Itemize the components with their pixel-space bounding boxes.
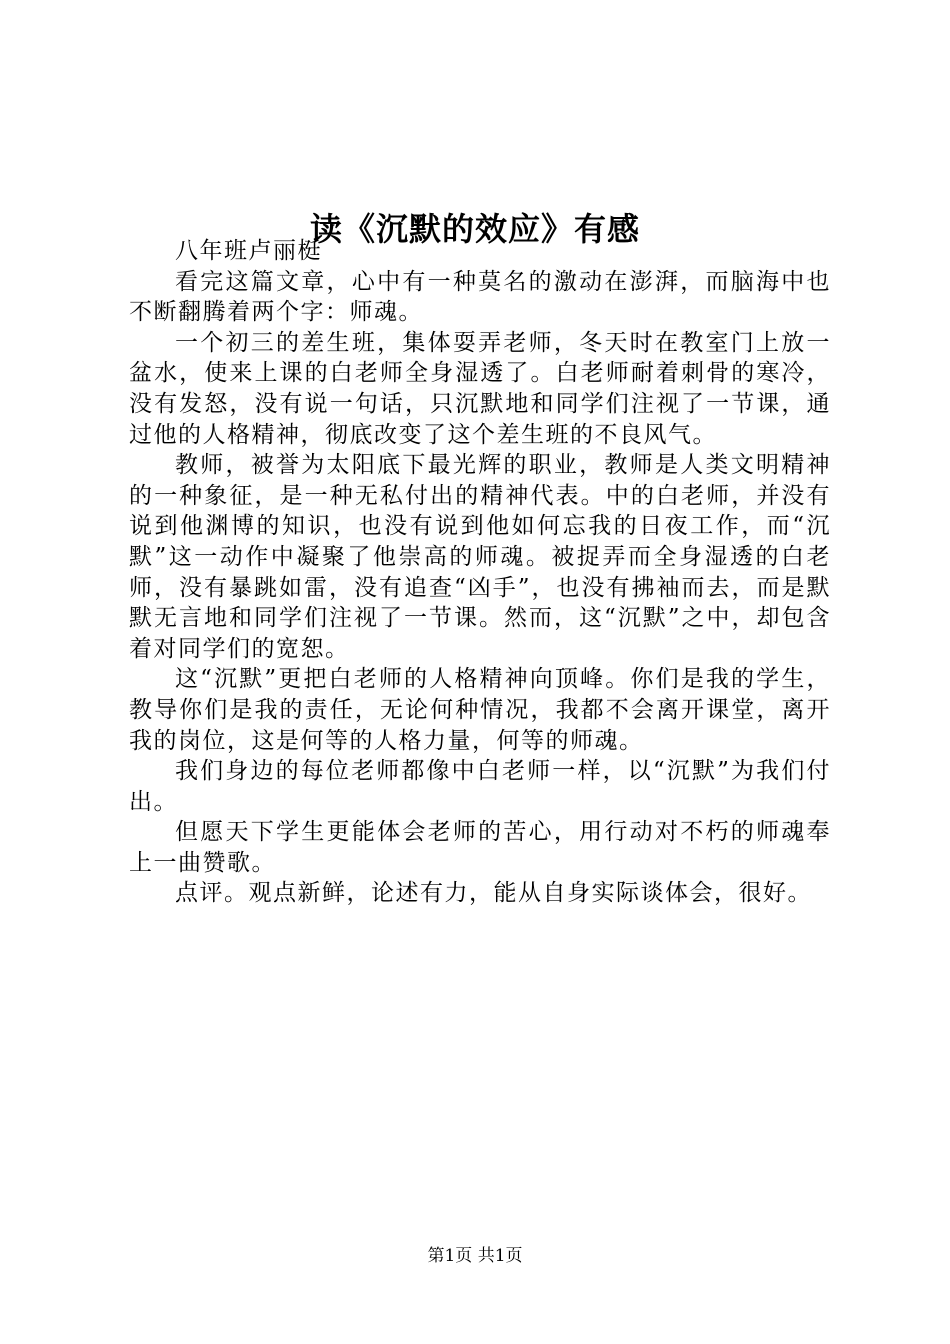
document-body bbox=[129, 236, 831, 909]
paragraph: 这“沉默”更把白老师的人格精神向顶峰。你们是我的学生，教导你们是我的责任，无论何种情况，我都不会离开课堂，离开我的岗位，这是何等的人格力量，何等的师魂。 bbox=[129, 666, 831, 754]
author-line: 八年班卢丽梃 bbox=[175, 238, 322, 264]
paragraph: 看完这篇文章，心中有一种莫名的激动在澎湃，而脑海中也不断翻腾着两个字：师魂。 bbox=[129, 268, 831, 326]
paragraph: 但愿天下学生更能体会老师的苦心，用行动对不朽的师魂奉上一曲赞歌。 bbox=[129, 819, 831, 876]
paragraph: 我们身边的每位老师都像中白老师一样，以“沉默”为我们付出。 bbox=[129, 758, 831, 815]
paragraph: 一个初三的差生班，集体耍弄老师，冬天时在教室门上放一盆水，使来上课的白老师全身湿透了。白老师耐着刺骨的寒冷，没有发怒，没有说一句话，只沉默地和同学们注视了一节课，通过他的人格精神，彻底改变了这个差生班的不良风气。 bbox=[129, 329, 831, 448]
paragraph: 教师，被誉为太阳底下最光辉的职业，教师是人类文明精神的一种象征，是一种无私付出的精神代表。中的白老师，并没有说到他渊博的知识，也没有说到他如何忘我的日夜工作，而“沉默”这一动作中凝聚了他崇高的师魂。被捉弄而全身湿透的白老师，没有暴跳如雷，没有追查“凶手”，也没有拂袖而去，而是默默无言地和同学们注视了一节课。然而，这“沉默”之中，却包含着对同学们的宽恕。 bbox=[129, 452, 831, 662]
comment-paragraph: 点评。观点新鲜，论述有力，能从自身实际谈体会，很好。 bbox=[175, 880, 812, 907]
page-footer: 第1页 共1页 bbox=[427, 1246, 523, 1266]
document-title: 读《沉默的效应》有感 bbox=[309, 210, 640, 249]
